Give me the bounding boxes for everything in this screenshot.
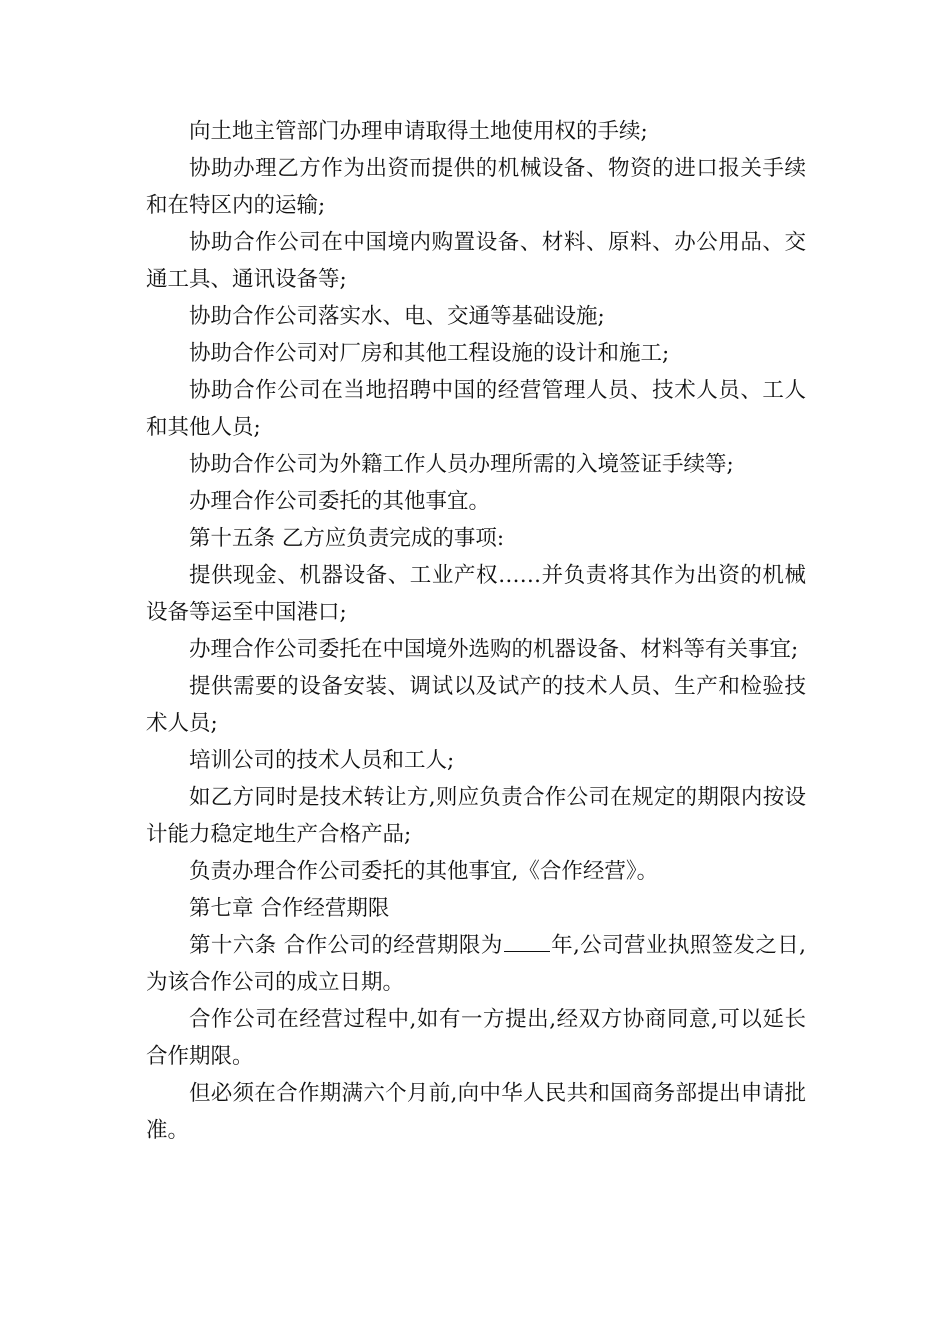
paragraph-design-construction: 协助合作公司对厂房和其他工程设施的设计和施工;	[189, 341, 670, 366]
term-years-blank	[504, 933, 550, 952]
paragraph-technical-staff: 提供需要的设备安装、调试以及试产的技术人员、生产和检验技术人员;	[146, 674, 806, 736]
article-16-rest: 年,公司营业执照签发之日,为该合作公司的成立日期。	[146, 933, 807, 995]
paragraph-infrastructure: 协助合作公司落实水、电、交通等基础设施;	[189, 304, 605, 329]
paragraph-other-matters-a: 办理合作公司委托的其他事宜。	[189, 489, 491, 514]
paragraph-recruitment: 协助合作公司在当地招聘中国的经营管理人员、技术人员、工人和其他人员;	[146, 378, 806, 440]
paragraph-approval: 但必须在合作期满六个月前,向中华人民共和国商务部提出申请批准。	[146, 1081, 806, 1143]
document-body	[146, 113, 806, 1149]
paragraph-import-customs: 协助办理乙方作为出资而提供的机械设备、物资的进口报关手续和在特区内的运输;	[146, 156, 806, 218]
paragraph-land-use-procedure: 向土地主管部门办理申请取得土地使用权的手续;	[189, 119, 648, 144]
paragraph-training: 培训公司的技术人员和工人;	[189, 748, 455, 773]
paragraph-provide-capital: 提供现金、机器设备、工业产权……并负责将其作为出资的机械设备等运至中国港口;	[146, 563, 806, 625]
paragraph-visa: 协助合作公司为外籍工作人员办理所需的入境签证手续等;	[189, 452, 734, 477]
article-16-lead: 第十六条 合作公司的经营期限为	[189, 933, 503, 958]
paragraph-other-matters-b: 负责办理合作公司委托的其他事宜,《合作经营》。	[189, 859, 659, 884]
chapter-7-heading: 第七章 合作经营期限	[189, 896, 390, 921]
paragraph-domestic-purchase: 协助合作公司在中国境内购置设备、材料、原料、办公用品、交通工具、通讯设备等;	[146, 230, 806, 292]
paragraph-extension: 合作公司在经营过程中,如有一方提出,经双方协商同意,可以延长合作期限。	[146, 1007, 806, 1069]
paragraph-technology-transfer: 如乙方同时是技术转让方,则应负责合作公司在规定的期限内按设计能力稳定地生产合格产品;	[146, 785, 806, 847]
article-15-heading: 第十五条 乙方应负责完成的事项:	[189, 526, 505, 551]
article-16-term	[146, 927, 806, 1001]
paragraph-overseas-purchase: 办理合作公司委托在中国境外选购的机器设备、材料等有关事宜;	[189, 637, 799, 662]
